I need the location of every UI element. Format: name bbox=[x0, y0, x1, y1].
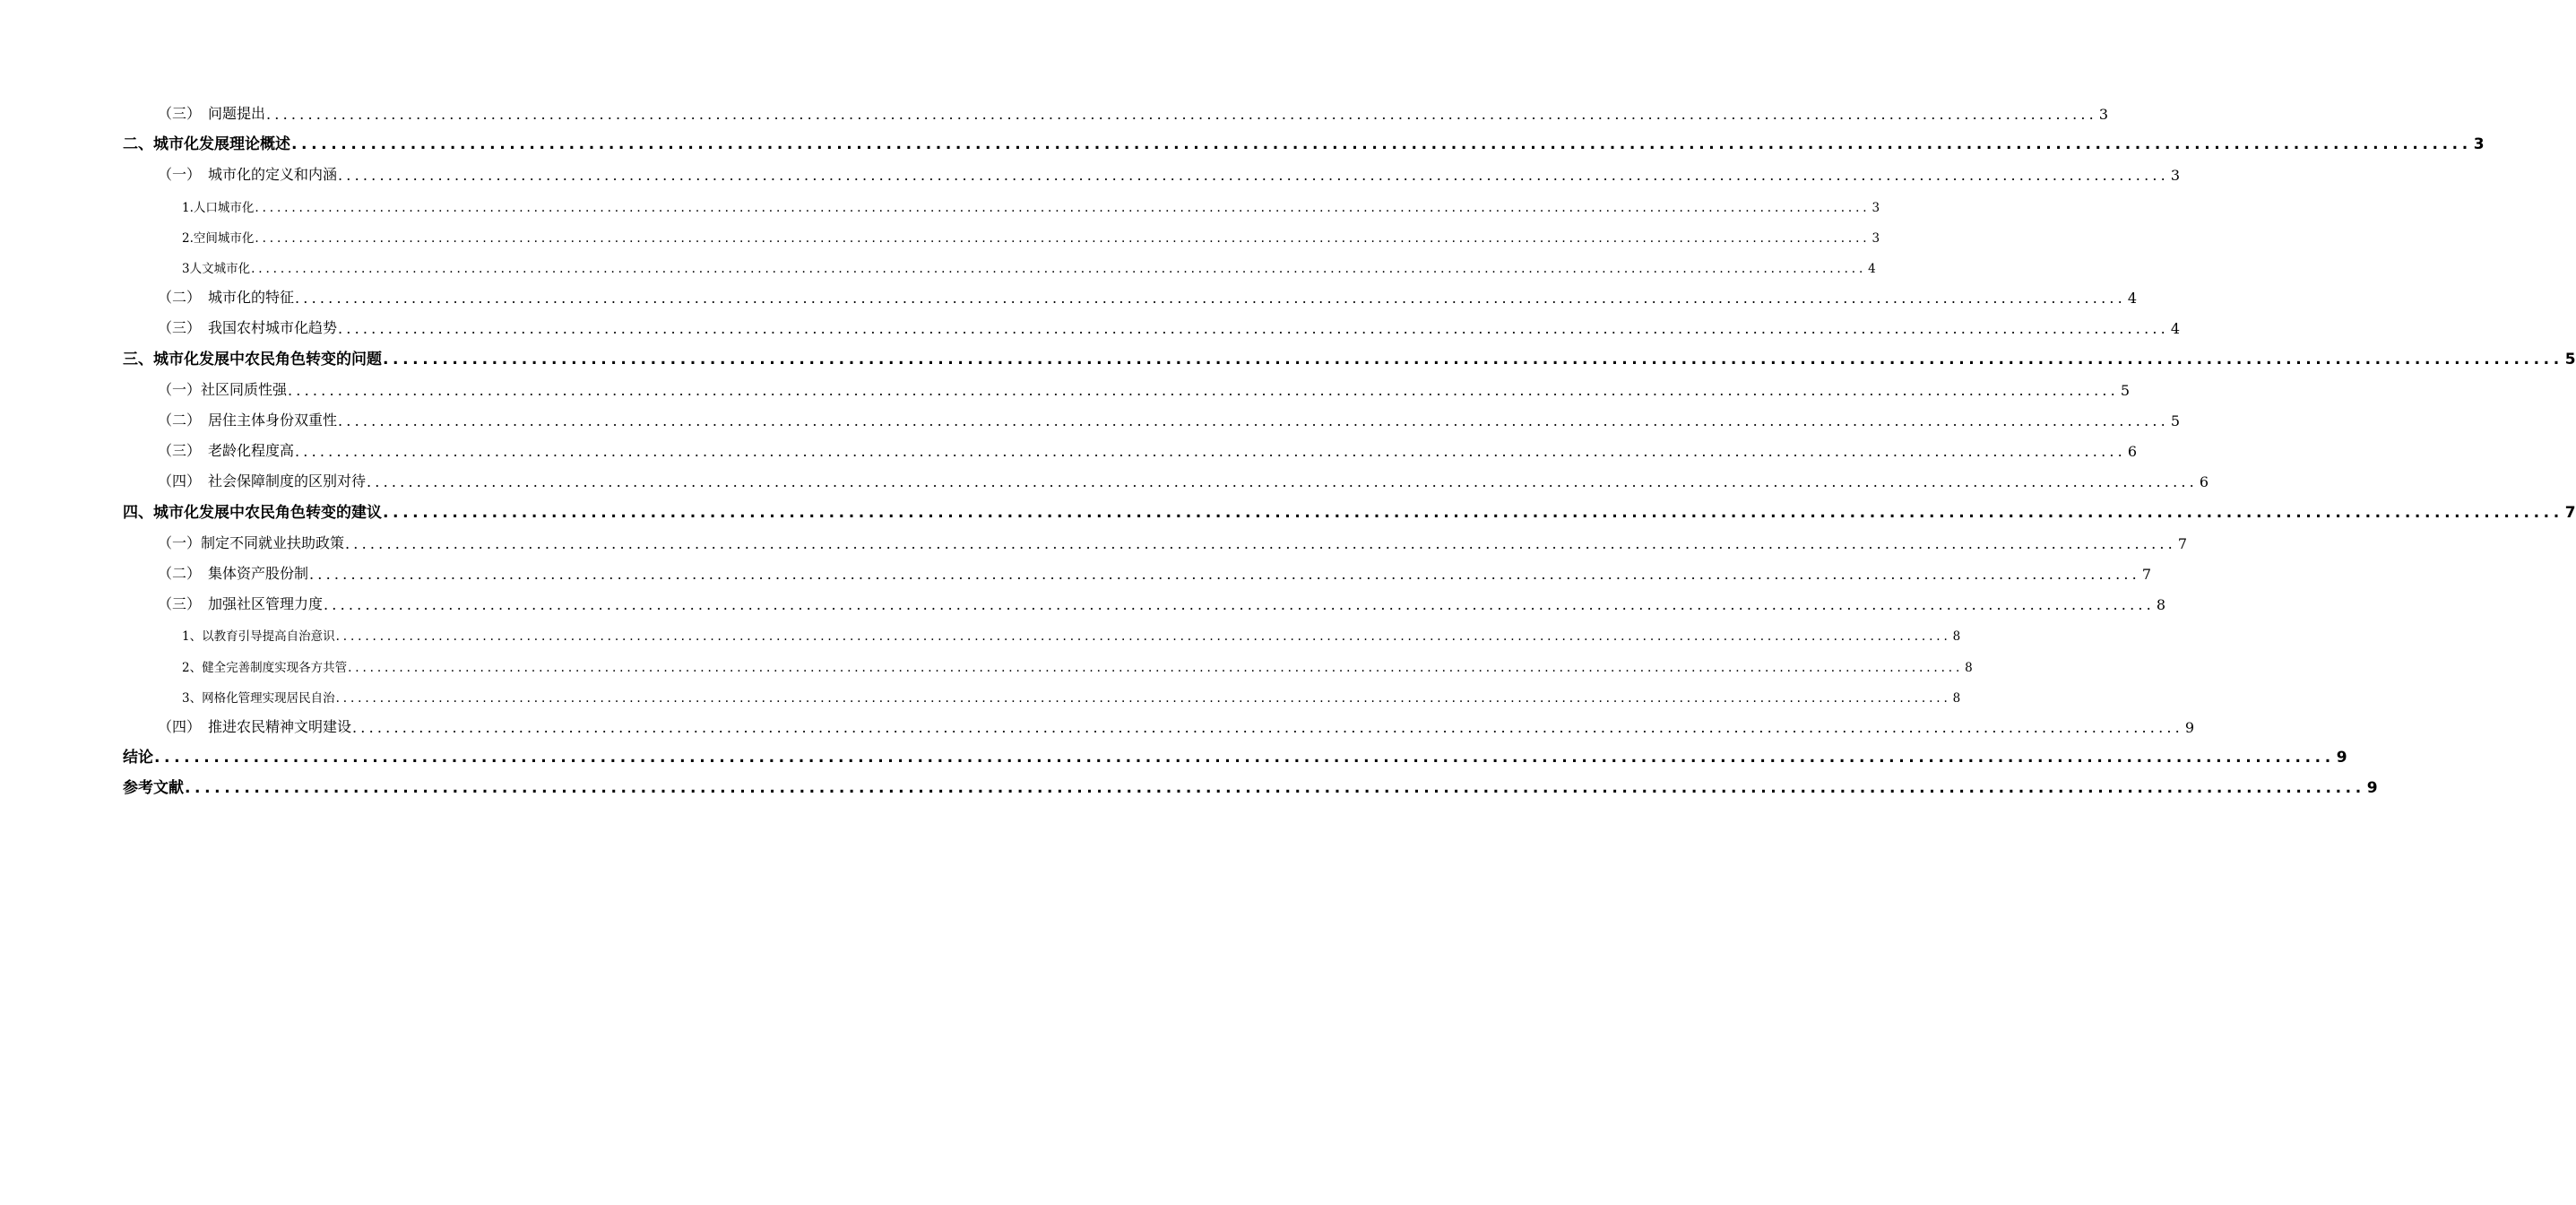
toc-entry-title: （三） 问题提出 bbox=[158, 105, 266, 122]
toc-entry[interactable] bbox=[182, 652, 1973, 675]
toc-entry-title: 1.人口城市化 bbox=[182, 200, 255, 215]
toc-entry[interactable] bbox=[182, 682, 1961, 706]
toc-dot-leader: ............................................................................................................................................................................................................................ bbox=[266, 106, 2097, 123]
toc-entry-title: （三） 老龄化程度高 bbox=[158, 442, 295, 460]
toc-entry[interactable] bbox=[158, 559, 2152, 583]
toc-entry-title: （二） 城市化的特征 bbox=[158, 289, 295, 307]
toc-dot-leader: ............................................................................................................................................................................................................................ bbox=[335, 629, 1951, 645]
toc-entry[interactable] bbox=[158, 314, 2181, 338]
toc-dot-leader: ............................................................................................................................................................................................................................ bbox=[324, 596, 2155, 614]
toc-entry[interactable] bbox=[182, 253, 1876, 276]
toc-page-number: 3 bbox=[2170, 167, 2181, 185]
toc-dot-leader: ............................................................................................................................................................................................................................ bbox=[352, 719, 2183, 736]
toc-entry-title: 四、城市化发展中农民角色转变的建议 bbox=[123, 503, 382, 522]
toc-entry-title: （二） 居住主体身份双重性 bbox=[158, 412, 338, 429]
toc-dot-leader: ............................................................................................................................................................................................................................ bbox=[295, 290, 2126, 308]
toc-page-number: 9 bbox=[2184, 719, 2195, 736]
toc-page-number: 8 bbox=[2156, 596, 2166, 614]
toc-entry-title: （一）制定不同就业扶助政策 bbox=[158, 533, 345, 551]
toc-dot-leader: ............................................................................................................................................................................................................................ bbox=[338, 167, 2169, 185]
toc-dot-leader: ............................................................................................................................................................................................................................ bbox=[251, 262, 1867, 276]
toc-entry[interactable] bbox=[158, 713, 2195, 736]
toc-entry-title: 1、以教育引导提高自治意识 bbox=[182, 629, 335, 645]
toc-entry-title: 2、健全完善制度实现各方共管 bbox=[182, 660, 348, 675]
toc-dot-leader: ............................................................................................................................................................................................................................ bbox=[345, 534, 2176, 552]
toc-page-number: 3 bbox=[2473, 135, 2485, 154]
toc-entry[interactable] bbox=[158, 376, 2131, 399]
toc-dot-leader: ............................................................................................................................................................................................................................ bbox=[383, 503, 2563, 522]
toc-dot-leader: ............................................................................................................................................................................................................................ bbox=[335, 690, 1951, 706]
toc-entry-title: 3人文城市化 bbox=[182, 262, 251, 276]
toc-dot-leader: ............................................................................................................................................................................................................................ bbox=[367, 473, 2198, 491]
toc-page-number: 3 bbox=[1871, 230, 1880, 246]
toc-entry-title: （二） 集体资产股份制 bbox=[158, 565, 309, 582]
toc-page-number: 3 bbox=[2098, 106, 2109, 123]
toc-entry-title: （三） 我国农村城市化趋势 bbox=[158, 319, 338, 337]
toc-entry[interactable] bbox=[123, 130, 2485, 154]
toc-page-number: 7 bbox=[2141, 566, 2152, 583]
toc-page-number: 4 bbox=[2170, 320, 2181, 338]
toc-entry[interactable] bbox=[182, 192, 1880, 215]
toc-page-number: 5 bbox=[2170, 412, 2181, 429]
toc-page-number: 4 bbox=[1868, 262, 1876, 276]
toc-dot-leader: ............................................................................................................................................................................................................................ bbox=[255, 230, 1871, 246]
toc-dot-leader: ............................................................................................................................................................................................................................ bbox=[288, 381, 2119, 399]
toc-entry[interactable] bbox=[182, 222, 1880, 246]
toc-dot-leader: ............................................................................................................................................................................................................................ bbox=[338, 412, 2169, 429]
toc-entry-title: 参考文献 bbox=[123, 779, 184, 798]
toc-entry[interactable] bbox=[158, 529, 2188, 552]
toc-entry[interactable] bbox=[123, 498, 2576, 522]
toc-entry[interactable] bbox=[158, 437, 2138, 461]
toc-dot-leader: ............................................................................................................................................................................................................................ bbox=[154, 749, 2335, 767]
toc-entry-title: 结论 bbox=[123, 749, 153, 767]
toc-entry[interactable] bbox=[182, 620, 1961, 645]
toc-dot-leader: ............................................................................................................................................................................................................................ bbox=[309, 566, 2140, 583]
toc-entry-title: 2.空间城市化 bbox=[182, 230, 255, 246]
toc-entry[interactable] bbox=[158, 590, 2166, 614]
toc-page-number: 9 bbox=[2336, 749, 2347, 767]
toc-entry-title: （四） 社会保障制度的区别对待 bbox=[158, 472, 367, 490]
toc-entry[interactable] bbox=[123, 743, 2347, 767]
toc-dot-leader: ............................................................................................................................................................................................................................ bbox=[338, 320, 2169, 338]
toc-entry[interactable] bbox=[158, 283, 2138, 308]
toc-dot-leader: ............................................................................................................................................................................................................................ bbox=[295, 443, 2126, 461]
toc-page-number: 7 bbox=[2564, 503, 2576, 522]
toc-page-number: 6 bbox=[2199, 473, 2209, 491]
toc-page-number: 6 bbox=[2127, 443, 2138, 461]
toc-dot-leader: ............................................................................................................................................................................................................................ bbox=[185, 779, 2365, 798]
toc-entry[interactable] bbox=[123, 774, 2378, 798]
toc-page-number: 8 bbox=[1965, 660, 1973, 675]
toc-dot-leader: ............................................................................................................................................................................................................................ bbox=[383, 350, 2563, 368]
toc-entry-title: （四） 推进农民精神文明建设 bbox=[158, 718, 352, 735]
toc-page-number: 4 bbox=[2127, 290, 2138, 308]
toc-entry[interactable] bbox=[123, 345, 2576, 368]
toc-entry[interactable] bbox=[158, 406, 2181, 429]
toc-page-number: 5 bbox=[2120, 381, 2131, 399]
toc-dot-leader: ............................................................................................................................................................................................................................ bbox=[255, 200, 1871, 215]
toc-entry-title: 二、城市化发展理论概述 bbox=[123, 135, 290, 154]
toc-page-number: 5 bbox=[2564, 350, 2576, 368]
toc-entry[interactable] bbox=[158, 160, 2181, 185]
toc-entry[interactable] bbox=[158, 467, 2209, 491]
toc-page-number: 7 bbox=[2177, 534, 2188, 552]
toc-dot-leader: ............................................................................................................................................................................................................................ bbox=[348, 660, 1964, 675]
toc-page-number: 3 bbox=[1871, 200, 1880, 215]
toc-entry-title: 三、城市化发展中农民角色转变的问题 bbox=[123, 350, 382, 368]
toc-page-number: 8 bbox=[1952, 629, 1961, 645]
toc-entry-title: （一）社区同质性强 bbox=[158, 380, 288, 398]
toc-page-number: 9 bbox=[2366, 779, 2378, 798]
toc-entry-title: （一） 城市化的定义和内涵 bbox=[158, 166, 338, 184]
toc-entry[interactable] bbox=[158, 100, 2109, 123]
toc-page-number: 8 bbox=[1952, 690, 1961, 706]
toc-entry-title: （三） 加强社区管理力度 bbox=[158, 595, 324, 613]
toc-entry-title: 3、网格化管理实现居民自治 bbox=[182, 690, 335, 706]
toc-dot-leader: ............................................................................................................................................................................................................................ bbox=[291, 135, 2472, 154]
